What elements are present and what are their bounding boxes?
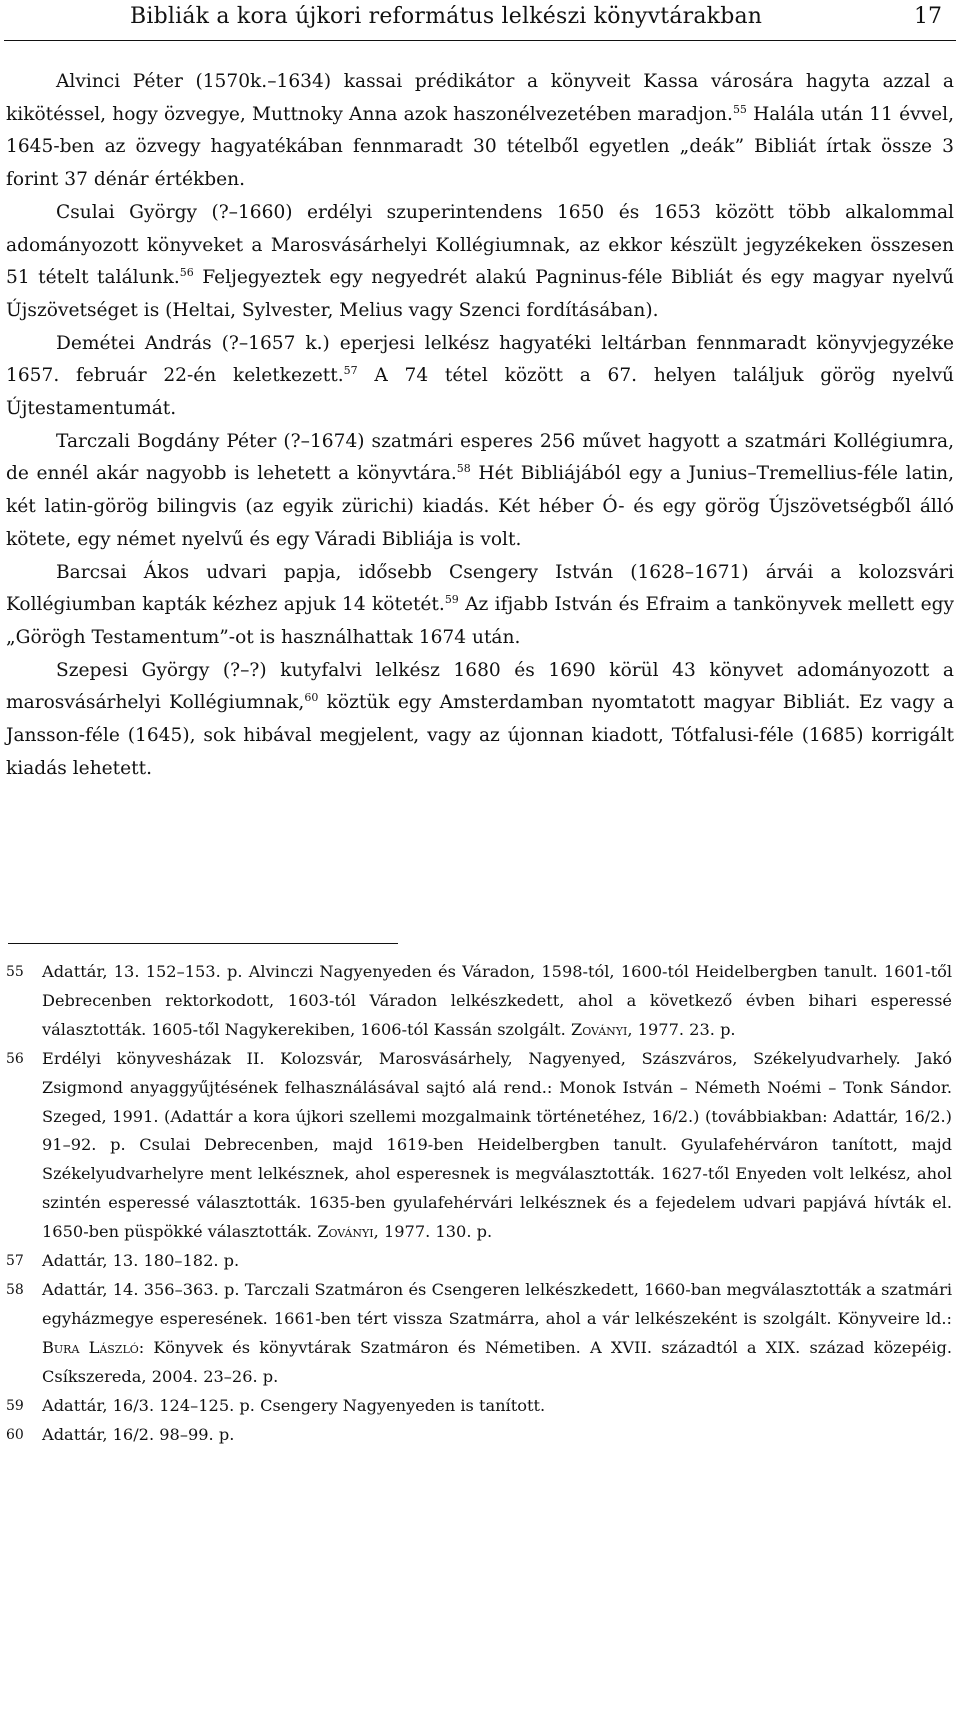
footnote-58 [6, 1276, 952, 1392]
author-name: Bura László [42, 1337, 139, 1357]
footnote-ref-56[interactable]: 56 [179, 266, 194, 280]
footnote-ref-60[interactable]: 60 [304, 691, 319, 705]
footnote-number: 57 [6, 1253, 24, 1270]
footnote-ref-59[interactable]: 59 [444, 593, 459, 607]
paragraph-szepesi: Szepesi György (?–?) kutyfalvi lelkész 1680 és 1690 körül 43 könyvet adományozott a marosvásárhelyi Kollégiumnak,$^{60}$ köztük egy Amsterdamban nyomtatott magyar Bibliát. Ez vagy a Jansson-féle (1645), sok hibával megjelent, vagy az újonnan kiadott, Tótfalusi-féle (1685) korrigált kiadás lehetett. [6, 659, 954, 779]
footnote-text: Adattár, 16/2. 98–99. p. [42, 1424, 235, 1444]
footnote-60 [6, 1421, 952, 1450]
footnote-55 [6, 958, 952, 1045]
author-name: Zoványi [570, 1019, 628, 1039]
header-rule [4, 40, 956, 41]
author-name: Zoványi [317, 1222, 374, 1242]
footnote-ref-55[interactable]: 55 [732, 102, 747, 116]
main-text [6, 66, 954, 785]
footnote-ref-57[interactable]: 57 [343, 364, 358, 378]
paragraph-csulai: Csulai György (?–1660) erdélyi szuperintendens 1650 és 1653 között több alkalommal adományozott könyveket a Marosvásárhelyi Kollégiumnak, az ekkor készült jegyzékeken összesen 51 tételt találunk.$^{56}$ Feljegyeztek egy negyedrét alakú Pagninus-féle Bibliát és egy magyar nyelvű Újszövetséget is (Heltai, Sylvester, Melius vagy Szenci fordításában). [6, 201, 954, 321]
footnote-56 [6, 1045, 952, 1247]
footnote-text: Adattár, 14. 356–363. p. Tarczali Szatmáron és Csengeren lelkészkedett, 1660-ban megválasztották a szatmári egyházmegye esperesének. 1661-ben tért vissza Szatmárra, ahol a vár lelkészeként is szolgált. Könyveire ld.: Bura László: Könyvek és könyvtárak Szatmáron és Németiben. A XVII. századtól a XIX. század közepéig. Csíkszereda, 2004. 23–26. p. [42, 1279, 953, 1386]
footnote-number: 56 [6, 1050, 24, 1067]
footnote-number: 55 [6, 964, 24, 980]
footnote-number: 60 [6, 1426, 24, 1443]
running-title: Bibliák a kora újkori református lelkészi könyvtárakban [130, 4, 763, 29]
footnote-ref-58[interactable]: 58 [456, 462, 471, 476]
footnote-number: 59 [6, 1397, 24, 1414]
page-number: 17 [914, 4, 942, 29]
paragraph-demetei: Demétei András (?–1657 k.) eperjesi lelkész hagyatéki leltárban fennmaradt könyvjegyzéke 1657. február 22-én keletkezett.$^{57}$ A 74 tétel között a 67. helyen találjuk görög nyelvű Újtestamentumát. [6, 332, 954, 420]
footnote-text: Erdélyi könyvesházak II. Kolozsvár, Marosvásárhely, Nagyenyed, Szászváros, Székelyudvarhely. Jakó Zsigmond anyaggyűjtésének felhasználásával sajtó alá rend.: Monok István – Németh Noémi – Tonk Sándor. Szeged, 1991. (Adattár a kora újkori szellemi mozgalmaink történetéhez, 16/2.) (továbbiakban: Adattár, 16/2.) 91–92. p. Csulai Debrecenben, majd 1619-ben Heidelbergben tanult. Gyulafehérváron tanított, majd Székelyudvarhelyre ment lelkésznek, ahol esperesnek is megválasztották. 1627-től Enyeden volt lelkész, ahol szintén esperessé választották. 1635-ben gyulafehérvári lelkésznek és a fejedelem udvari papjává hívták el. 1650-ben püspökké választották. Zoványi, 1977. 130. p. [42, 1048, 952, 1242]
footnote-59 [6, 1392, 952, 1421]
footnote-number: 58 [6, 1281, 24, 1298]
footnote-text: Adattár, 13. 180–182. p. [42, 1251, 240, 1271]
paragraph-tarczali: Tarczali Bogdány Péter (?–1674) szatmári esperes 256 művet hagyott a szatmári Kollégiumra, de ennél akár nagyobb is lehetett a könyvtára.$^{58}$ Hét Bibliájából egy a Junius–Tremellius-féle latin, két latin-görög bilingvis (az egyik zürichi) kiadás. Két héber Ó- és egy görög Újszövetségből álló kötete, egy német nyelvű és egy Váradi Bibliája is volt. [6, 430, 954, 550]
paragraph-csengery: Barcsai Ákos udvari papja, idősebb Csengery István (1628–1671) árvái a kolozsvári Kollégiumban kapták kézhez apjuk 14 kötetét.$^{59}$ Az ifjabb István és Efraim a tankönyvek mellett egy „Görögh Testamentum”-ot is használhattak 1674 után. [6, 561, 954, 648]
paragraph-alvinci: Alvinci Péter (1570k.–1634) kassai prédikátor a könyveit Kassa városára hagyta azzal a kikötéssel, hogy özvegye, Muttnoky Anna azok haszonélvezetében maradjon.$^{55}$ Halála után 11 évvel, 1645-ben az özvegy hagyatékában fennmaradt 30 tételből egyetlen „deák” Bibliát írtak össze 3 forint 37 dénár értékben. [6, 71, 954, 191]
footnote-text: Adattár, 16/3. 124–125. p. Csengery Nagyenyeden is tanított. [42, 1395, 546, 1415]
footnote-57 [6, 1247, 952, 1276]
footnotes [6, 958, 952, 1449]
footnote-separator [8, 943, 398, 944]
footnote-text: Adattár, 13. 152–153. p. Alvinczi Nagyenyeden és Váradon, 1598-tól, 1600-tól Heidelbergben tanult. 1601-től Debrecenben rektorkodott, 1603-tól Váradon lelkészkedett, ahol a következő évben bihari esperessé választották. 1605-től Nagykerekiben, 1606-tól Kassán szolgált. Zoványi, 1977. 23. p. [42, 962, 952, 1039]
running-header [0, 0, 960, 54]
